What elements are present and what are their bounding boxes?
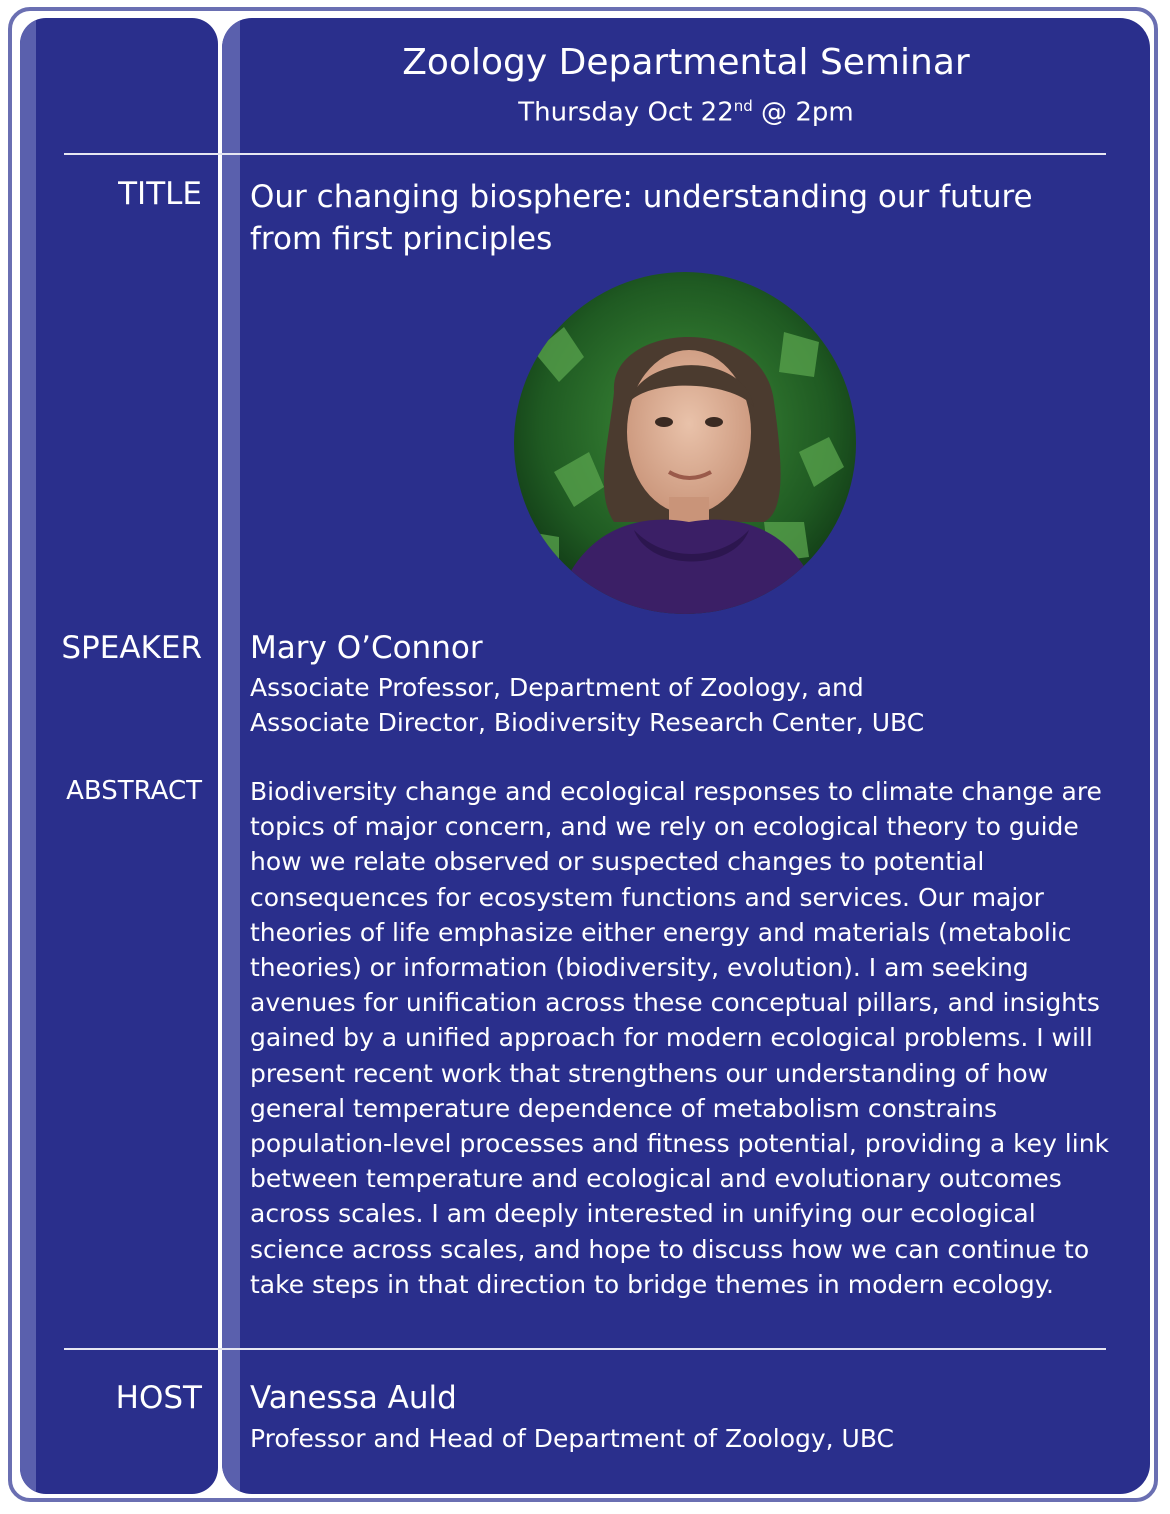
label-column bbox=[20, 18, 218, 1494]
abstract-text: Biodiversity change and ecological responses to climate change are topics of major concern, and we rely on ecological theory to guide how we relate observed or suspected changes to potential consequences for ecosystem functions and services. Our major theories of life emphasize either energy and materials (metabolic theories) or information (biodiversity, evolution). I am seeking avenues for unification across these conceptual pillars, and insights gained by a unified approach for modern ecological problems. I will present recent work that strengthens our understanding of how general temperature dependence of metabolism constrains population-level processes and fitness potential, providing a key link between temperature and ecological and evolutionary outcomes across scales. I am deeply interested in unifying our ecological science across scales, and hope to discuss how we can continue to take steps in that direction to bridge themes in modern ecology. bbox=[250, 777, 1110, 1299]
seminar-title: Zoology Departmental Seminar bbox=[402, 42, 970, 83]
talk-title: Our changing biosphere: understanding our future from first principles bbox=[250, 179, 1033, 257]
abstract-label: ABSTRACT bbox=[66, 776, 202, 806]
host-affiliation: Professor and Head of Department of Zoology, UBC bbox=[250, 1424, 895, 1453]
host-name: Vanessa Auld bbox=[250, 1380, 457, 1416]
host-divider bbox=[64, 1348, 1106, 1350]
speaker-role-line-1: Associate Professor, Department of Zoology, and bbox=[250, 673, 864, 702]
speaker-portrait-image bbox=[514, 272, 856, 614]
speaker-affiliation bbox=[250, 670, 1110, 740]
speaker-role-line-2: Associate Director, Biodiversity Research Center, UBC bbox=[250, 708, 925, 737]
speaker-name: Mary O’Connor bbox=[250, 630, 483, 666]
seminar-date: Thursday Oct 22nd @ 2pm bbox=[518, 97, 854, 128]
speaker-photo bbox=[514, 272, 856, 614]
title-label: TITLE bbox=[118, 176, 202, 212]
host-label: HOST bbox=[115, 1380, 202, 1416]
header-divider bbox=[64, 153, 1106, 155]
speaker-label: SPEAKER bbox=[61, 630, 202, 666]
